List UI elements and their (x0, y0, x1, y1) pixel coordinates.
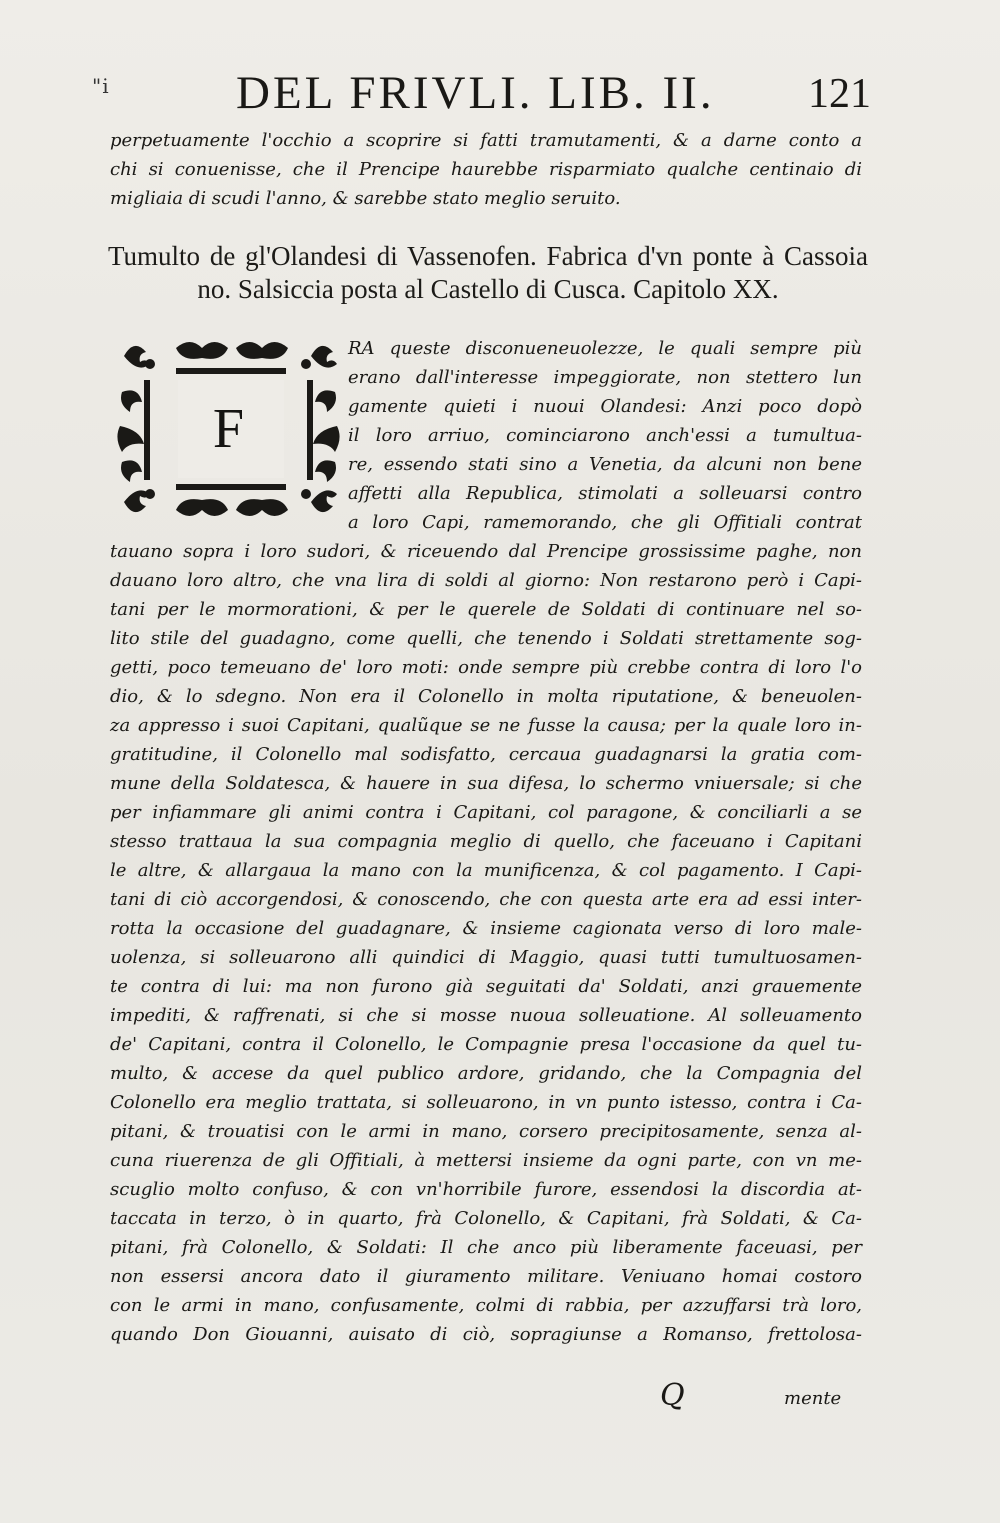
text-line: il loro arriuo, cominciarono anch'essi a tumultua- (348, 425, 862, 446)
text-line: perpetuamente l'occhio a scoprire si fatti tramutamenti, & a darne conto a (110, 130, 862, 151)
text-line: per infiammare gli animi contra i Capitani, col paragone, & conciliarli a se (110, 802, 862, 823)
text-line: a loro Capi, ramemorando, che gli Offitiali contrat (348, 512, 862, 533)
text-line: multo, & accese da quel publico ardore, gridando, che la Compagnia del (110, 1063, 862, 1084)
text-line: lito stile del guadagno, come quelli, che tenendo i Soldati strettamente sog- (110, 628, 862, 649)
chapter-heading (108, 240, 868, 306)
text-line: impediti, & raffrenati, si che si mosse nuoua solleuatione. Al solleuamento (110, 1005, 862, 1026)
catchword: mente (784, 1388, 842, 1409)
chapter-heading-line: Tumulto de gl'Olandesi di Vassenofen. Fabrica d'vn ponte à Cassoia (108, 241, 868, 271)
text-line: mune della Soldatesca, & hauere in sua difesa, lo schermo vniuersale; si che (110, 773, 862, 794)
signature-mark: Q (660, 1378, 685, 1413)
text-line: re, essendo stati sino a Venetia, da alcuni non bene (348, 454, 862, 475)
text-line: chi si conuenisse, che il Prencipe haurebbe risparmiato qualche centinaio di (110, 159, 862, 180)
text-line: non essersi ancora dato il giuramento militare. Veniuano homai costoro (110, 1266, 862, 1287)
margin-mark: "i (92, 74, 110, 98)
text-line: cuna riuerenza de gli Offitiali, à mettersi insieme da ogni parte, con vn me- (110, 1150, 862, 1171)
running-title: DEL FRIVLI. LIB. II. (236, 67, 715, 119)
text-line: getti, poco temeuano de' loro moti: onde sempre più crebbe contra di loro l'o (110, 657, 862, 678)
text-line: de' Capitani, contra il Colonello, le Compagnie presa l'occasione da quel tu- (110, 1034, 862, 1055)
text-line: tani di ciò accorgendosi, & conoscendo, che con questa arte era ad essi inter- (110, 889, 862, 910)
text-line: pitani, & trouatisi con le armi in mano, corsero precipitosamente, senza al- (110, 1121, 862, 1142)
text-line: le altre, & allargaua la mano con la munificenza, & col pagamento. I Capi- (110, 860, 862, 881)
initial-letter: F (212, 398, 245, 460)
text-line: quando Don Giouanni, auisato di ciò, sopragiunse a Romanso, frettolosa- (110, 1324, 862, 1345)
text-line: pitani, frà Colonello, & Soldati: Il che anco più liberamente faceuasi, per (110, 1237, 862, 1258)
text-line: affetti alla Republica, stimolati a solleuarsi contro (348, 483, 862, 504)
chapter-heading-line: no. Salsiccia posta al Castello di Cusca. Capitolo XX. (197, 274, 779, 304)
text-line: dio, & lo sdegno. Non era il Colonello in molta riputatione, & beneuolen- (110, 686, 862, 707)
text-line: RA queste disconueneuolezze, le quali sempre più (348, 338, 862, 359)
text-line: dauano loro altro, che vna lira di soldi al giorno: Non restarono però i Capi- (110, 570, 862, 591)
text-line: tani per le mormorationi, & per le querele de Soldati di continuare nel so- (110, 599, 862, 620)
text-line: rotta la occasione del guadagnare, & insieme cagionata verso di loro male- (110, 918, 862, 939)
text-line: stesso trattaua la sua compagnia meglio di quello, che faceuano i Capitani (110, 831, 862, 852)
text-line: taccata in terzo, ò in quarto, frà Colonello, & Capitani, frà Soldati, & Ca- (110, 1208, 862, 1229)
text-line: gamente quieti i nuoui Olandesi: Anzi poco dopò (348, 396, 862, 417)
text-line: erano dall'interesse impeggiorate, non stettero lun (348, 367, 862, 388)
text-line: tauano sopra i loro sudori, & riceuendo dal Prencipe grossissime paghe, non (110, 541, 862, 562)
text-line: scuglio molto confuso, & con vn'horribile furore, essendosi la discordia at- (110, 1179, 862, 1200)
page-number: 121 (808, 71, 871, 117)
text-line: gratitudine, il Colonello mal sodisfatto, cercaua guadagnarsi la gratia com- (110, 744, 862, 765)
carryover-paragraph (110, 126, 862, 213)
text-line: uolenza, si solleuarono alli quindici di Maggio, quasi tutti tumultuosamen- (110, 947, 862, 968)
text-line: Colonello era meglio trattata, si solleuarono, in vn punto istesso, contra i Ca- (110, 1092, 862, 1113)
text-line: con le armi in mano, confusamente, colmi di rabbia, per azzuffarsi trà loro, (110, 1295, 862, 1316)
text-line: te contra di lui: ma non furono già seguitati da' Soldati, anzi grauemente (110, 976, 862, 997)
chapter-body (110, 334, 862, 1349)
text-line: za appresso i suoi Capitani, qualũque se ne fusse la causa; per la quale loro in- (110, 715, 862, 736)
text-line: migliaia di scudi l'anno, & sarebbe stato meglio seruito. (110, 188, 621, 209)
